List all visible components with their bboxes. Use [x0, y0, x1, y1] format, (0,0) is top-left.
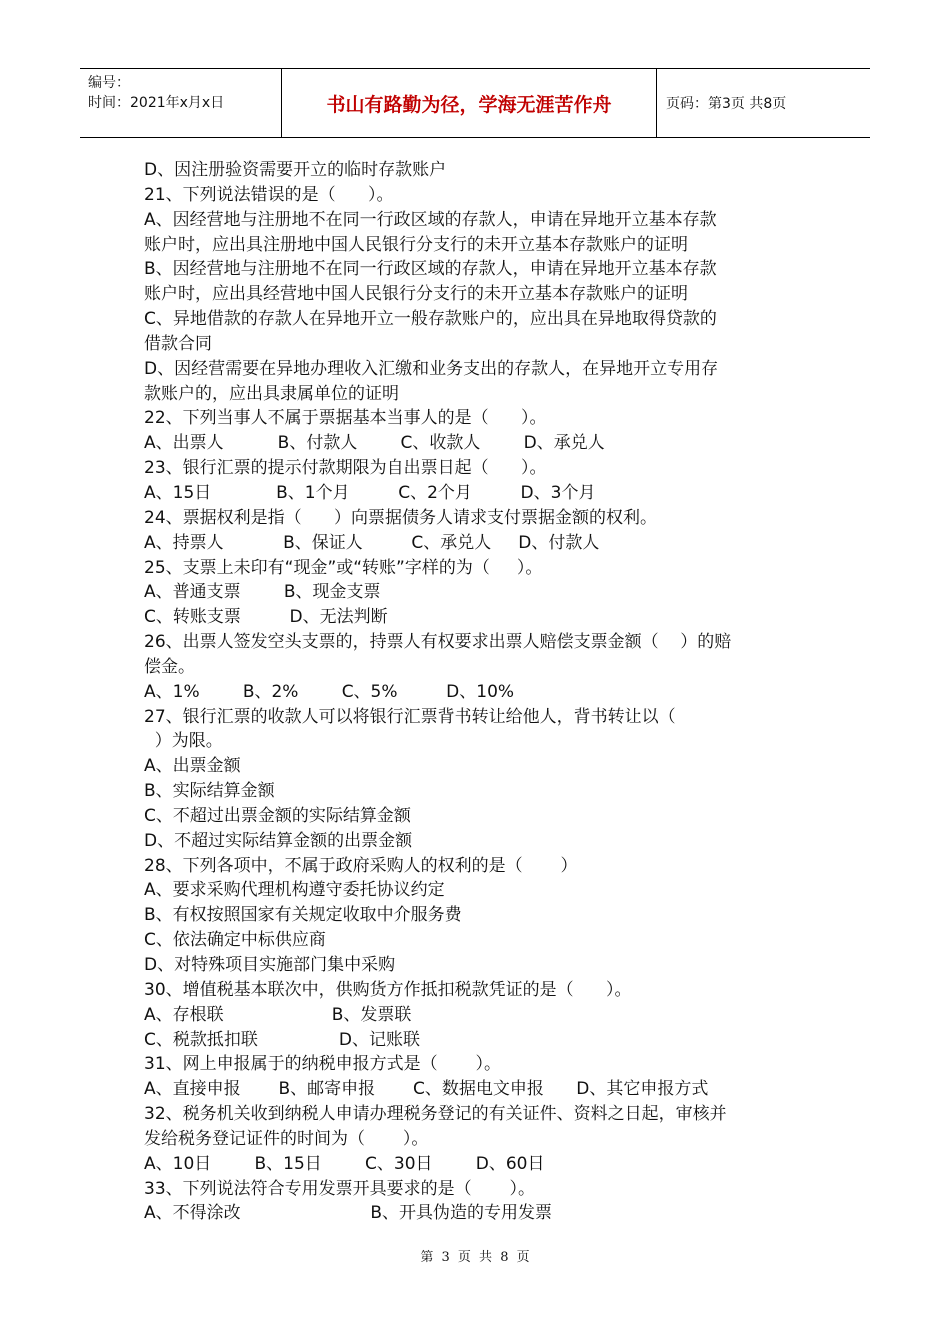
text-line: 32、税务机关收到纳税人申请办理税务登记的有关证件、资料之日起，审核并	[144, 1104, 727, 1125]
text-line: 账户时，应出具经营地中国人民银行分支行的未开立基本存款账户的证明	[144, 284, 688, 305]
text-line: 33、下列说法符合专用发票开具要求的是（ ）。	[144, 1178, 535, 1199]
page-header	[80, 68, 870, 138]
text-line: 借款合同	[144, 333, 212, 354]
text-line: A、要求采购代理机构遵守委托协议约定	[144, 880, 445, 901]
text-line: A、普通支票 B、现金支票	[144, 582, 381, 603]
text-line: B、有权按照国家有关规定收取中介服务费	[144, 905, 462, 926]
text-line: B、因经营地与注册地不在同一行政区域的存款人，申请在异地开立基本存款	[144, 259, 717, 280]
text-line: D、对特殊项目实施部门集中采购	[144, 955, 396, 975]
text-line: A、直接申报 B、邮寄申报 C、数据电文申报 D、其它申报方式	[144, 1079, 709, 1100]
text-line: C、不超过出票金额的实际结算金额	[144, 805, 411, 826]
header-motto: 书山有路勤为径，学海无涯苦作舟	[282, 69, 657, 137]
text-line: A、存根联 B、发票联	[144, 1004, 412, 1025]
text-line: C、税款抵扣联 D、记账联	[144, 1029, 421, 1050]
text-line: A、1% B、2% C、5% D、10%	[144, 681, 515, 702]
text-line: 账户时，应出具注册地中国人民银行分支行的未开立基本存款账户的证明	[144, 234, 688, 255]
text-line: 款账户的，应出具隶属单位的证明	[144, 383, 399, 404]
text-line: 31、网上申报属于的纳税申报方式是（ ）。	[144, 1054, 501, 1075]
text-line: 偿金。	[144, 656, 195, 677]
text-line: 28、下列各项中，不属于政府采购人的权利的是（ ）	[144, 855, 578, 876]
text-line: 24、票据权利是指（ ）向票据债务人请求支付票据金额的权利。	[144, 507, 658, 528]
text-line: 26、出票人签发空头支票的，持票人有权要求出票人赔偿支票金额（ ）的赔	[144, 632, 732, 653]
text-line: A、不得涂改 B、开具伪造的专用发票	[144, 1203, 552, 1224]
text-line: A、15日 B、1个月 C、2个月 D、3个月	[144, 482, 596, 503]
text-line: 27、银行汇票的收款人可以将银行汇票背书转让给他人，背书转让以（	[144, 706, 676, 727]
text-line: A、持票人 B、保证人 C、承兑人 D、付款人	[144, 532, 600, 553]
time-label: 时间：2021年x月x日	[88, 95, 225, 111]
text-line: 25、支票上未印有“现金”或“转账”字样的为（ ）。	[144, 557, 543, 578]
page-footer: 第 3 页 共 8 页	[420, 1250, 530, 1265]
text-line: 30、增值税基本联次中，供购货方作抵扣税款凭证的是（ ）。	[144, 979, 632, 1000]
text-line: B、实际结算金额	[144, 781, 275, 802]
text-line: 23、银行汇票的提示付款期限为自出票日起（ ）。	[144, 458, 547, 479]
text-line: C、异地借款的存款人在异地开立一般存款账户的，应出具在异地取得贷款的	[144, 309, 717, 330]
text-line: C、依法确定中标供应商	[144, 930, 326, 951]
header-page-info: 页码：第3页 共8页	[666, 96, 787, 112]
text-line: 发给税务登记证件的时间为（ ）。	[144, 1128, 429, 1149]
text-line: D、因经营需要在异地办理收入汇缴和业务支出的存款人，在异地开立专用存	[144, 358, 719, 379]
text-line: 21、下列说法错误的是（ ）。	[144, 184, 394, 205]
text-line: ）为限。	[144, 731, 223, 752]
text-line: D、因注册验资需要开立的临时存款账户	[144, 160, 447, 180]
text-line: A、出票金额	[144, 756, 241, 777]
text-line: D、不超过实际结算金额的出票金额	[144, 830, 413, 851]
text-line: A、出票人 B、付款人 C、收款人 D、承兑人	[144, 433, 605, 454]
text-line: A、因经营地与注册地不在同一行政区域的存款人，申请在异地开立基本存款	[144, 209, 717, 230]
text-line: C、转账支票 D、无法判断	[144, 607, 388, 628]
text-line: A、10日 B、15日 C、30日 D、60日	[144, 1153, 545, 1174]
question-body	[144, 158, 804, 1226]
text-line: 22、下列当事人不属于票据基本当事人的是（ ）。	[144, 408, 547, 429]
number-label: 编号：	[88, 75, 130, 91]
header-meta	[80, 69, 282, 137]
